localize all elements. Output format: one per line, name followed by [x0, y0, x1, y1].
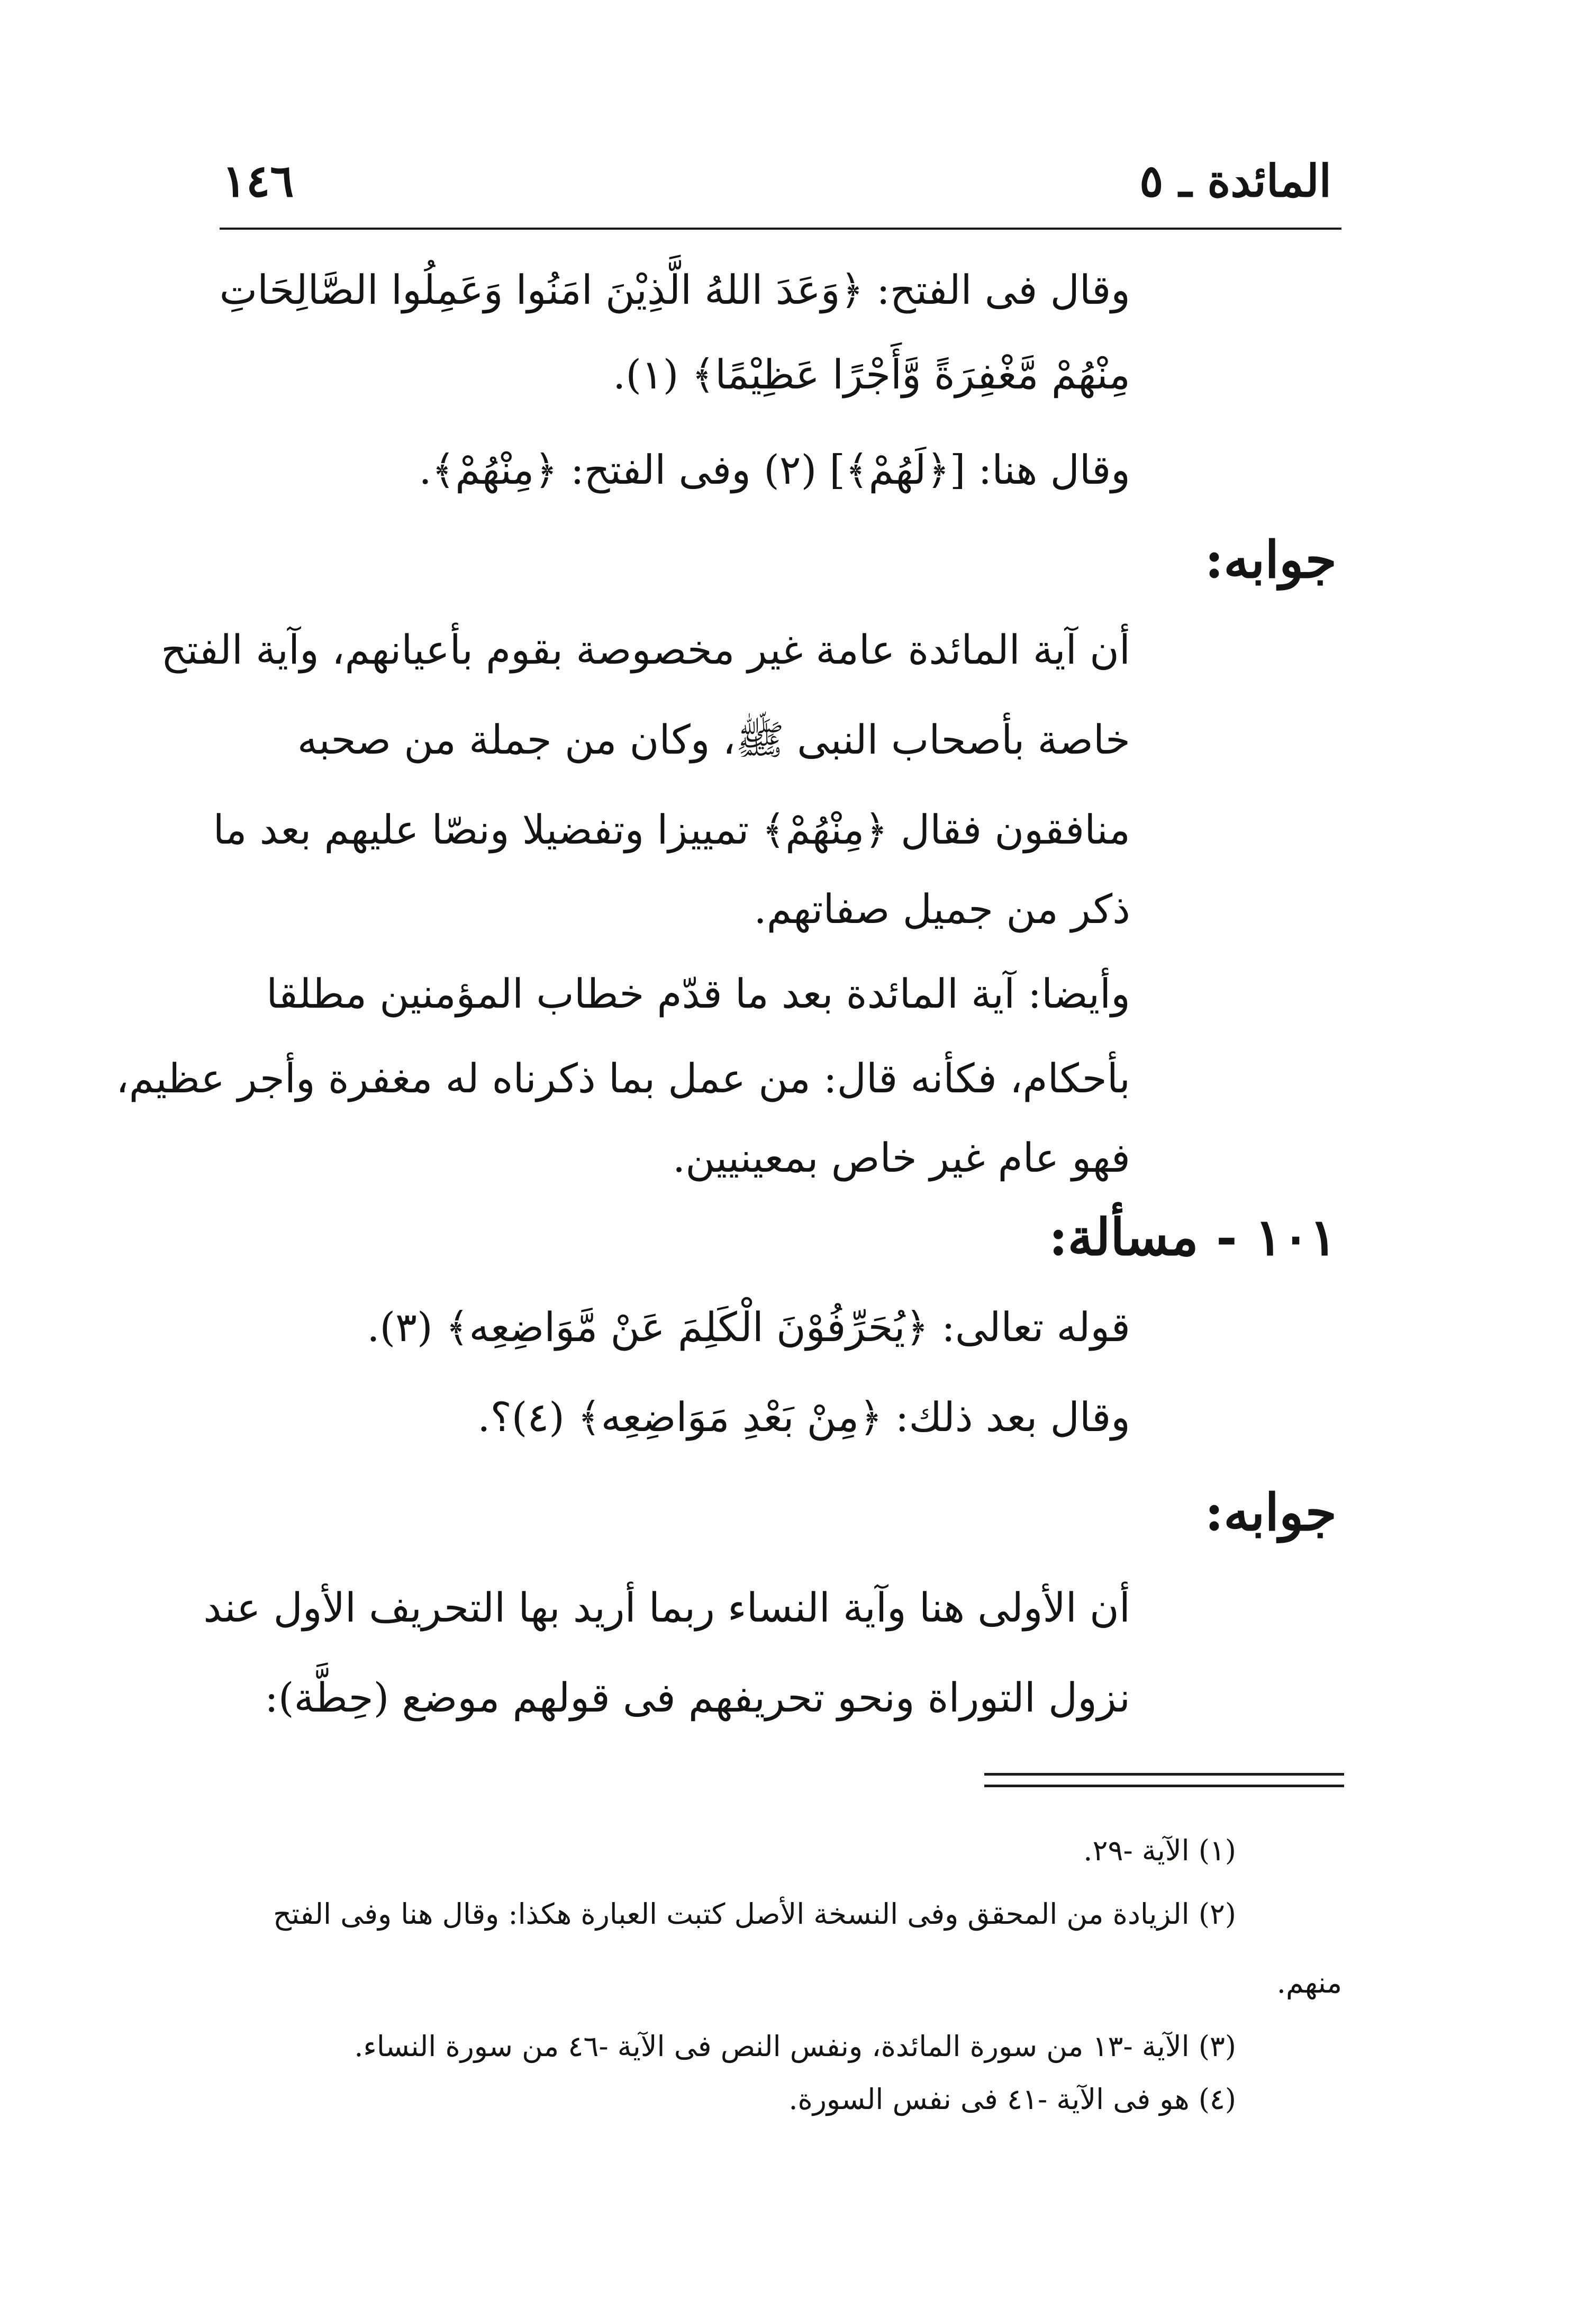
- page-number: ١٤٦: [222, 155, 294, 207]
- footnote-4: (٤) هو فى الآية -٤١ فى نفس السورة.: [788, 2083, 1236, 2116]
- body-line-13: أن الأولى هنا وآية النساء ربما أريد بها التحريف الأول عند: [203, 1584, 1130, 1631]
- footnote-2: (٢) الزيادة من المحقق وفى النسخة الأصل كتبت العبارة هكذا: وقال هنا وفى الفتح: [273, 1897, 1236, 1931]
- footnote-rule-bottom: [984, 1785, 1344, 1787]
- answer-heading-2: جوابه:: [1204, 1482, 1337, 1542]
- body-line-12: وقال بعد ذلك: ﴿مِنْ بَعْدِ مَوَاضِعِه﴾ (٤)؟.: [477, 1393, 1130, 1441]
- body-line-5: خاصة بأصحاب النبى ﷺ، وكان من جملة من صحبه: [297, 716, 1130, 763]
- body-line-1: وقال فى الفتح: ﴿وَعَدَ اللهُ الَّذِيْنَ امَنُوا وَعَمِلُوا الصَّالِحَاتِ: [219, 266, 1130, 313]
- running-title: المائدة ـ ٥: [1139, 155, 1331, 207]
- footnote-3: (٣) الآية -١٣ من سورة المائدة، ونفس النص فى الآية -٤٦ من سورة النساء.: [354, 2030, 1236, 2063]
- body-line-8: وأيضا: آية المائدة بعد ما قدّم خطاب المؤمنين مطلقا: [266, 970, 1130, 1017]
- body-line-2: مِنْهُمْ مَّغْفِرَةً وَّأَجْرًا عَظِيْمًا﴾ (١).: [613, 351, 1130, 398]
- footnote-2-cont: منهم.: [1276, 1966, 1342, 1999]
- body-line-3: وقال هنا: [﴿لَهُمْ﴾] (٢) وفى الفتح: ﴿مِنْهُمْ﴾.: [419, 446, 1130, 493]
- body-line-6: منافقون فقال ﴿مِنْهُمْ﴾ تمييزا وتفضيلا ونصّا عليهم بعد ما: [213, 806, 1130, 853]
- body-line-7: ذكر من جميل صفاتهم.: [754, 885, 1130, 933]
- body-line-4: أن آية المائدة عامة غير مخصوصة بقوم بأعيانهم، وآية الفتح: [161, 626, 1130, 673]
- footnote-1: (١) الآية -٢٩.: [1083, 1834, 1236, 1867]
- body-line-14: نزول التوراة ونحو تحريفهم فى قولهم موضع (حِطَّة):: [265, 1674, 1130, 1721]
- body-line-11: قوله تعالى: ﴿يُحَرِّفُوْنَ الْكَلِمَ عَنْ مَّوَاضِعِه﴾ (٣).: [367, 1304, 1130, 1351]
- question-heading-101: ١٠١ - مسألة:: [1049, 1207, 1337, 1267]
- answer-heading-1: جوابه:: [1204, 530, 1337, 590]
- header-rule: [220, 228, 1341, 230]
- body-line-9: بأحكام، فكأنه قال: من عمل بما ذكرناه له مغفرة وأجر عظيم،: [116, 1055, 1130, 1102]
- body-line-10: فهو عام غير خاص بمعينيين.: [673, 1134, 1130, 1181]
- footnote-rule-top: [984, 1773, 1344, 1776]
